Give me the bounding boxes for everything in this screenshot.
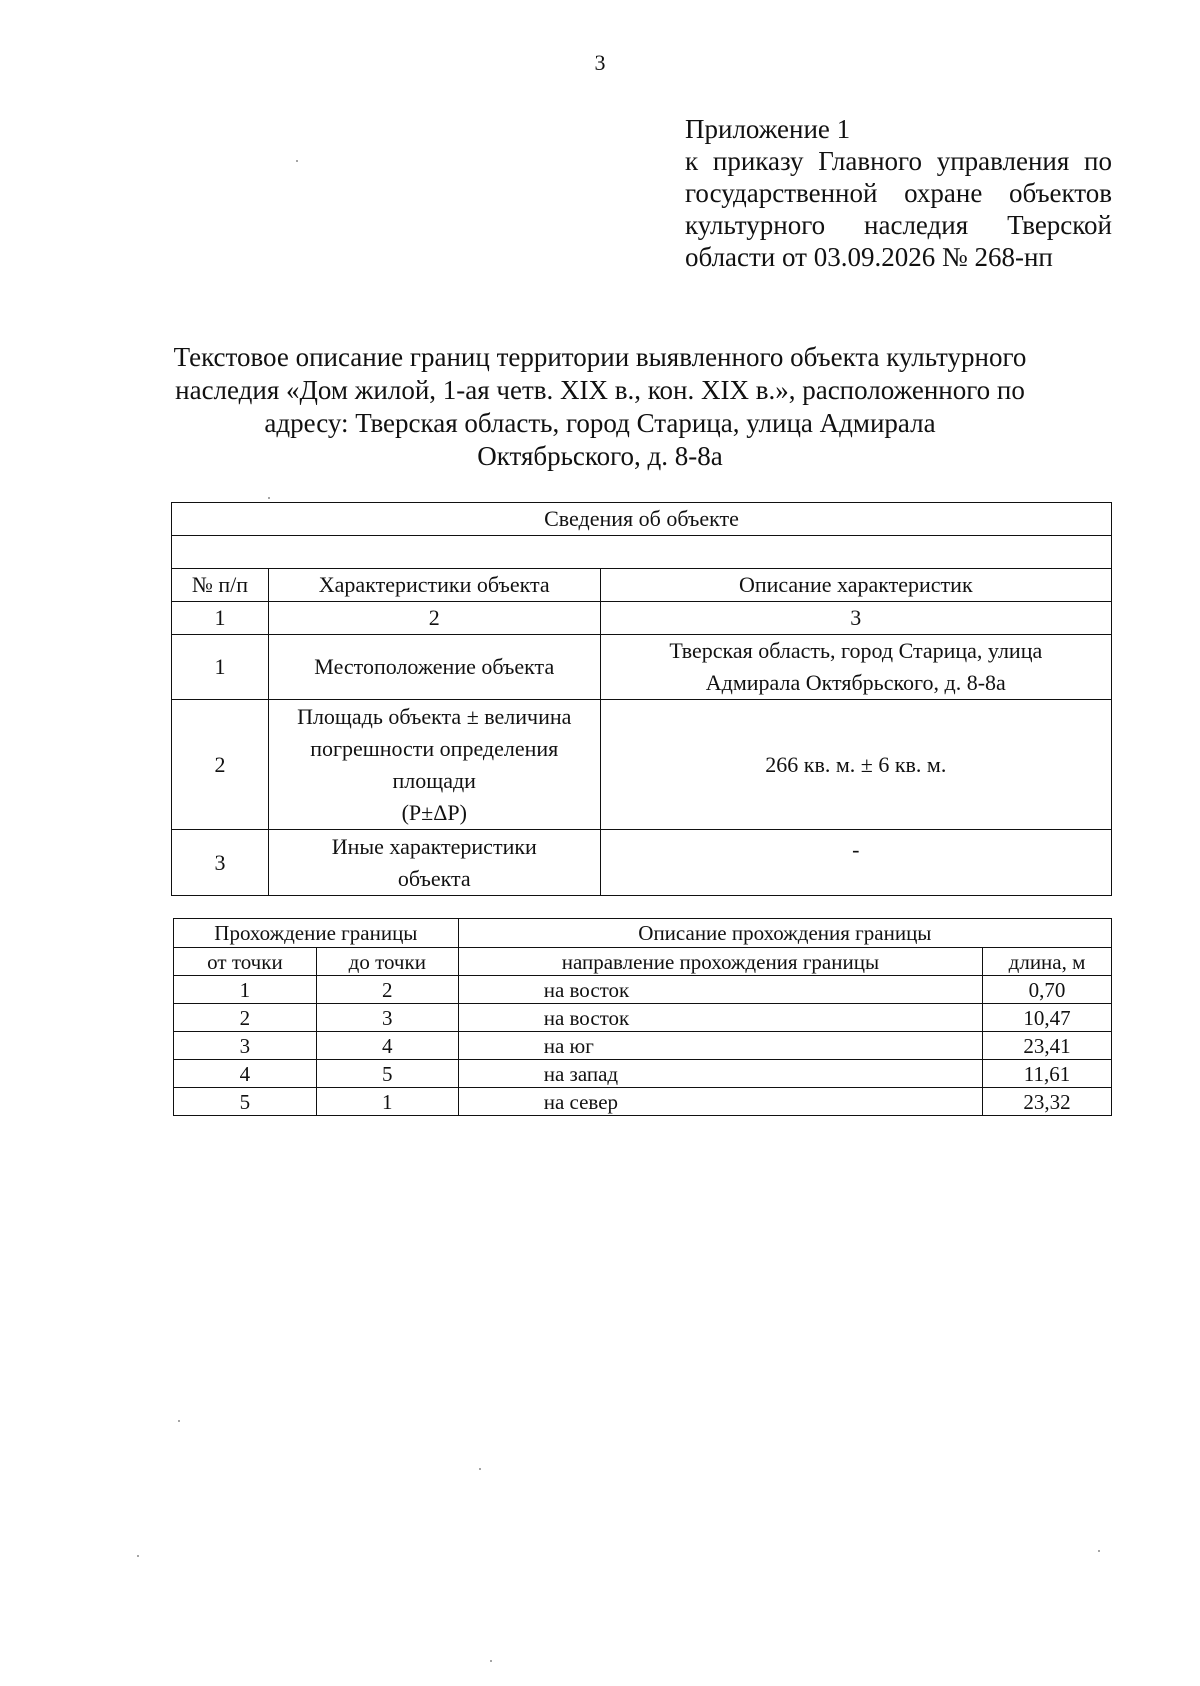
direction: на запад	[458, 1060, 982, 1088]
appendix-line-2: к приказу Главного управления по	[685, 146, 1112, 176]
column-number-1: 1	[172, 602, 269, 635]
description-line: Тверская область, город Старица, улица	[669, 638, 1043, 663]
title-line-3: адресу: Тверская область, город Старица, улица Адмирала	[264, 408, 936, 438]
group-header-boundary-pass: Прохождение границы	[174, 919, 459, 948]
characteristic-line: погрешности определения	[310, 735, 559, 761]
title-line-2: наследия «Дом жилой, 1-ая четв. XIX в., кон. XIX в.», расположенного по	[175, 375, 1025, 405]
direction: на восток	[458, 1004, 982, 1032]
characteristic-line: (Р±ΔР)	[401, 799, 467, 825]
direction: на юг	[458, 1032, 982, 1060]
header-to-point: до точки	[316, 948, 458, 976]
to-point: 2	[316, 976, 458, 1004]
scan-speck	[490, 1660, 492, 1662]
table-row	[174, 1032, 1112, 1060]
to-point: 5	[316, 1060, 458, 1088]
table-row	[174, 1004, 1112, 1032]
row-characteristic	[268, 700, 600, 830]
row-description	[600, 830, 1111, 896]
boundary-table	[173, 918, 1112, 1116]
header-num: № п/п	[172, 569, 269, 602]
header-description: Описание характеристик	[600, 569, 1111, 602]
row-characteristic	[268, 830, 600, 896]
table-row	[174, 976, 1112, 1004]
table-row	[172, 830, 1112, 896]
characteristic-line: объекта	[397, 865, 471, 891]
length: 0,70	[983, 976, 1112, 1004]
scan-speck	[137, 1555, 139, 1557]
row-characteristic	[268, 635, 600, 700]
from-point: 2	[174, 1004, 317, 1032]
object-info-table	[171, 502, 1112, 896]
length: 23,41	[983, 1032, 1112, 1060]
appendix-line-4: культурного наследия Тверской	[685, 210, 1112, 240]
group-header-boundary-description: Описание прохождения границы	[458, 919, 1111, 948]
object-info-section-title: Сведения об объекте	[172, 503, 1112, 536]
row-description	[600, 635, 1111, 700]
page-number: 3	[594, 50, 606, 75]
title-line-1: Текстовое описание границ территории выявленного объекта культурного	[173, 342, 1027, 372]
row-description	[600, 700, 1111, 830]
to-point: 1	[316, 1088, 458, 1116]
characteristic-line: площади	[392, 767, 476, 793]
length: 23,32	[983, 1088, 1112, 1116]
appendix-line-5: области от 03.09.2026 № 268-нп	[685, 242, 1053, 272]
characteristic-line: Местоположение объекта	[314, 654, 555, 679]
scan-speck	[1098, 1550, 1100, 1552]
scan-speck	[178, 1420, 180, 1422]
to-point: 3	[316, 1004, 458, 1032]
scan-speck	[268, 497, 270, 499]
from-point: 5	[174, 1088, 317, 1116]
description-line: 266 кв. м. ± 6 кв. м.	[765, 751, 947, 777]
table-row	[174, 1060, 1112, 1088]
direction: на восток	[458, 976, 982, 1004]
length: 10,47	[983, 1004, 1112, 1032]
row-num: 3	[172, 830, 269, 896]
appendix-line-3: государственной охране объектов	[685, 178, 1112, 208]
header-from-point: от точки	[174, 948, 317, 976]
appendix-line-1: Приложение 1	[685, 114, 851, 144]
row-num: 2	[172, 700, 269, 830]
table-row	[172, 635, 1112, 700]
direction: на север	[458, 1088, 982, 1116]
object-info-empty-row	[172, 536, 1112, 569]
header-length: длина, м	[983, 948, 1112, 976]
table-row	[174, 1088, 1112, 1116]
from-point: 3	[174, 1032, 317, 1060]
description-line: Адмирала Октябрьского, д. 8-8а	[705, 670, 1006, 695]
from-point: 4	[174, 1060, 317, 1088]
to-point: 4	[316, 1032, 458, 1060]
characteristic-line: Иные характеристики	[331, 833, 537, 859]
from-point: 1	[174, 976, 317, 1004]
header-characteristic: Характеристики объекта	[268, 569, 600, 602]
description-line: -	[852, 837, 860, 862]
scan-speck	[296, 160, 298, 162]
row-num: 1	[172, 635, 269, 700]
column-number-2: 2	[268, 602, 600, 635]
characteristic-line: Площадь объекта ± величина	[297, 703, 572, 729]
header-direction: направление прохождения границы	[458, 948, 982, 976]
appendix-block	[685, 113, 1112, 273]
document-title	[140, 341, 1060, 473]
column-number-3: 3	[600, 602, 1111, 635]
length: 11,61	[983, 1060, 1112, 1088]
scan-speck	[479, 1468, 481, 1470]
title-line-4: Октябрьского, д. 8-8а	[477, 441, 723, 471]
table-row	[172, 700, 1112, 830]
